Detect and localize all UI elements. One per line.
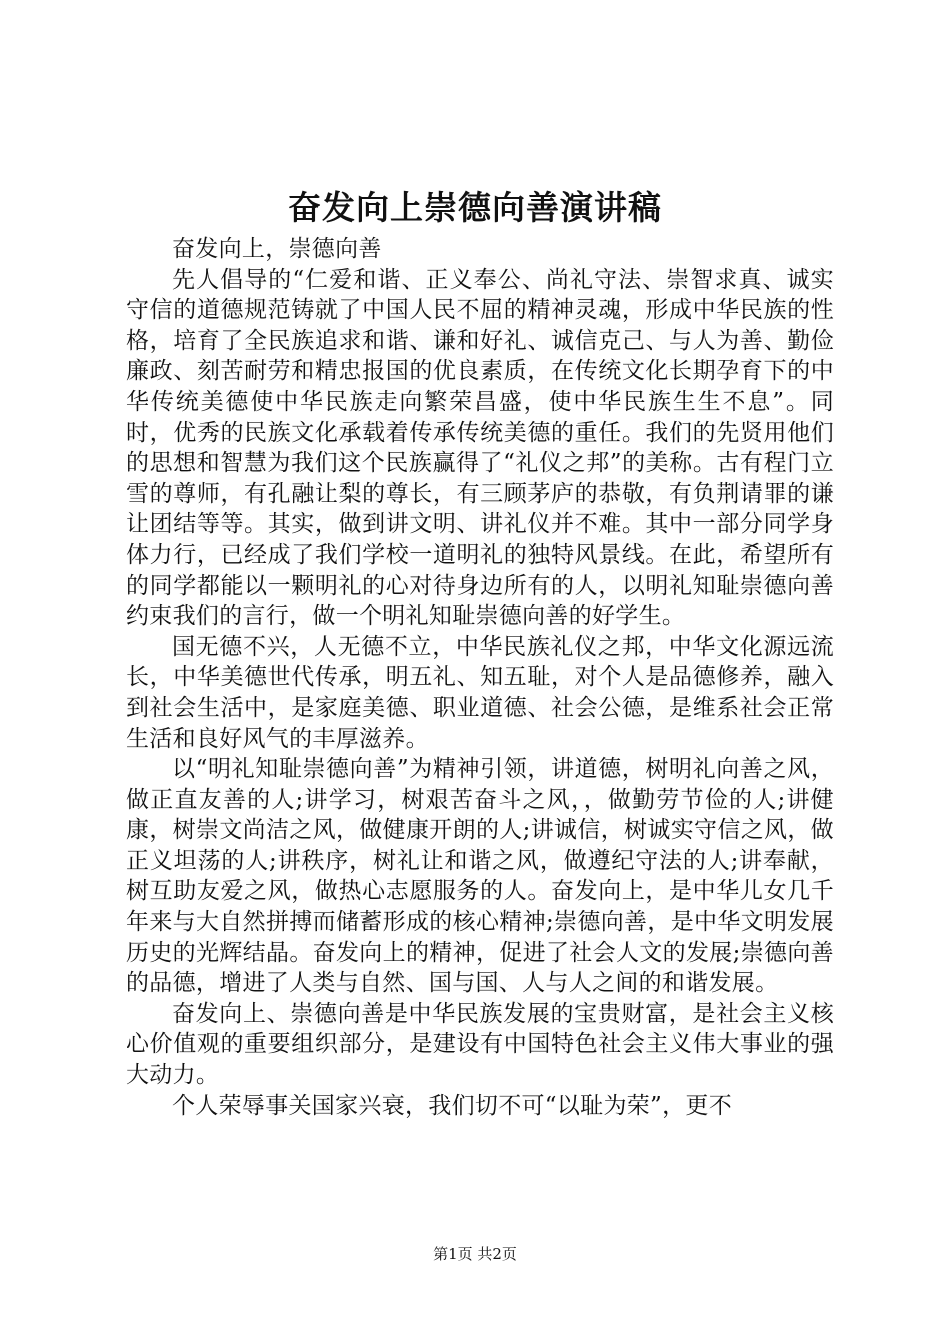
page-title: 奋发向上崇德向善演讲稿 (288, 188, 662, 227)
page-footer: 第1页 共2页 (433, 1245, 517, 1263)
paragraph: 国无德不兴，人无德不立，中华民族礼仪之邦，中华文化源远流长，中华美德世代传承，明五礼、知五耻，对个人是品德修养，融入到社会生活中，是家庭美德、职业道德、社会公德，是维系社会正常生活和良好风气的丰厚滋养。 (126, 633, 834, 752)
paragraph: 奋发向上，崇德向善 (172, 236, 382, 262)
paragraph: 以“明礼知耻崇德向善”为精神引领，讲道德，树明礼向善之风，做正直友善的人;讲学习，树艰苦奋斗之风，，做勤劳节俭的人;讲健康，树崇文尚洁之风，做健康开朗的人;讲诚信，树诚实守信之风，做正义坦荡的人;讲秩序，树礼让和谐之风，做遵纪守法的人;讲奉献，树互助友爱之风，做热心志愿服务的人。奋发向上，是中华儿女几千年来与大自然拼搏而储蓄形成的核心精神;崇德向善，是中华文明发展历史的光辉结晶。奋发向上的精神，促进了社会人文的发展;崇德向善的品德，增进了人类与自然、国与国、人与人之间的和谐发展。 (126, 756, 834, 997)
paragraph: 先人倡导的“仁爱和谐、正义奉公、尚礼守法、崇智求真、诚实守信的道德规范铸就了中国人民不屈的精神灵魂，形成中华民族的性格，培育了全民族追求和谐、谦和好礼、诚信克己、与人为善、勤俭廉政、刻苦耐劳和精忠报国的优良素质，在传统文化长期孕育下的中华传统美德使中华民族走向繁荣昌盛，使中华民族生生不息”。同时，优秀的民族文化承载着传承传统美德的重任。我们的先贤用他们的思想和智慧为我们这个民族赢得了“礼仪之邦”的美称。古有程门立雪的尊师，有孔融让梨的尊长，有三顾茅庐的恭敬，有负荆请罪的谦让团结等等。其实，做到讲文明、讲礼仪并不难。其中一部分同学身体力行，已经成了我们学校一道明礼的独特风景线。在此，希望所有的同学都能以一颗明礼的心对待身边所有的人，以明礼知耻崇德向善约束我们的言行，做一个明礼知耻崇德向善的好学生。 (126, 266, 834, 630)
paragraph: 奋发向上、崇德向善是中华民族发展的宝贵财富，是社会主义核心价值观的重要组织部分，是建设有中国特色社会主义伟大事业的强大动力。 (126, 1000, 834, 1089)
document-body (126, 234, 834, 1121)
paragraph: 个人荣辱事关国家兴衰，我们切不可“以耻为荣”，更不 (172, 1092, 733, 1119)
